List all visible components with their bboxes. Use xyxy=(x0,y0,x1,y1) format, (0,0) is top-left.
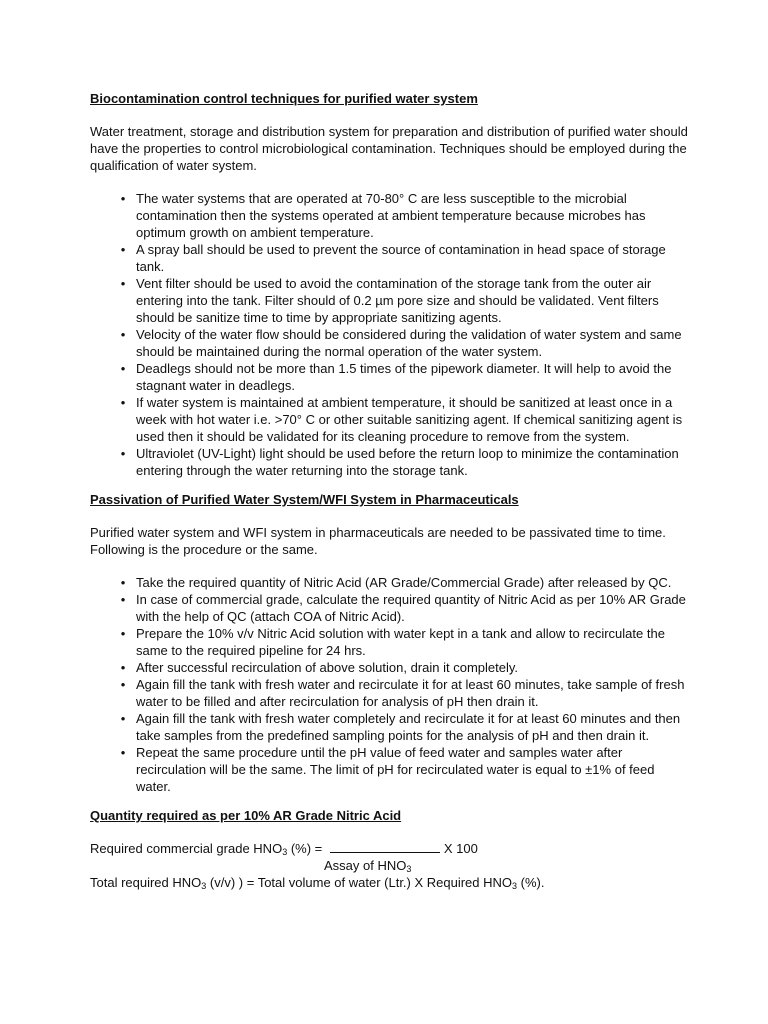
list-item-text: Take the required quantity of Nitric Acid (AR Grade/Commercial Grade) after released by QC. xyxy=(136,575,672,590)
bullet-icon: • xyxy=(120,327,126,342)
list-item-text: Again fill the tank with fresh water and recirculate it for at least 60 minutes, take sample of fresh water to be filled and after recirculation for analysis of pH then drain it. xyxy=(136,677,685,709)
list-item xyxy=(90,676,688,710)
spacer xyxy=(90,508,688,524)
bullet-icon: • xyxy=(120,592,126,607)
fraction-blank-line xyxy=(330,840,440,853)
list-item xyxy=(90,275,688,326)
bullet-icon: • xyxy=(120,745,126,760)
list-item-text: Velocity of the water flow should be considered during the validation of water system and same should be maintained during the normal operation of the water system. xyxy=(136,327,682,359)
formula-total-text-a: Total required HNO xyxy=(90,875,202,890)
list-item xyxy=(90,591,688,625)
list-item-text: Prepare the 10% v/v Nitric Acid solution with water kept in a tank and allow to recirculate the same to the required pipeline for 24 hrs. xyxy=(136,626,665,658)
formula-total-text-b: (v/v) ) = Total volume of water (Ltr.) X Required HNO xyxy=(206,875,513,890)
list-item-text: Again fill the tank with fresh water completely and recirculate it for at least 60 minutes and then take samples from the predefined sampling points for the analysis of pH and then drain it. xyxy=(136,711,681,743)
spacer xyxy=(90,795,688,807)
section-heading-biocontamination: Biocontamination control techniques for purified water system xyxy=(90,91,478,106)
list-item xyxy=(90,241,688,275)
list-item-text: Deadlegs should not be more than 1.5 times of the pipework diameter. It will help to avoid the stagnant water in deadlegs. xyxy=(136,361,672,393)
list-item-text: Repeat the same procedure until the pH value of feed water and samples water after recirculation will be the same. The limit of pH for recirculated water is equal to ±1% of feed water. xyxy=(136,745,655,794)
intro-paragraph-passivation: Purified water system and WFI system in pharmaceuticals are needed to be passivated time to time. Following is the procedure or the same. xyxy=(90,525,666,557)
list-item xyxy=(90,326,688,360)
bullet-icon: • xyxy=(120,242,126,257)
formula-total-text-c: (%). xyxy=(517,875,545,890)
list-item-text: In case of commercial grade, calculate the required quantity of Nitric Acid as per 10% AR Grade with the help of QC (attach COA of Nitric Acid). xyxy=(136,592,686,624)
list-item xyxy=(90,744,688,795)
list-item-text: A spray ball should be used to prevent the source of contamination in head space of storage tank. xyxy=(136,242,666,274)
bullet-icon: • xyxy=(120,677,126,692)
bullet-icon: • xyxy=(120,711,126,726)
formula-multiplier: X 100 xyxy=(443,841,478,856)
list-item xyxy=(90,574,688,591)
formula-denominator-text: Assay of HNO xyxy=(324,858,407,873)
spacer xyxy=(90,824,688,840)
formula-denominator xyxy=(90,857,688,874)
formula-lhs-suffix: (%) = xyxy=(287,841,326,856)
bullet-icon: • xyxy=(120,660,126,675)
list-item xyxy=(90,710,688,744)
list-item-text: Ultraviolet (UV-Light) light should be used before the return loop to minimize the contamination entering through the water returning into the storage tank. xyxy=(136,446,679,478)
bullet-icon: • xyxy=(120,626,126,641)
formula-subscript: 3 xyxy=(406,864,412,874)
bullet-icon: • xyxy=(120,191,126,206)
intro-paragraph-biocontamination: Water treatment, storage and distribution system for preparation and distribution of purified water should have the properties to control microbiological contamination. Techniques should be employed during the qualification of water system. xyxy=(90,124,688,173)
bullet-icon: • xyxy=(120,361,126,376)
bullet-icon: • xyxy=(120,575,126,590)
bullet-list-biocontamination xyxy=(90,190,688,479)
spacer xyxy=(90,107,688,123)
list-item xyxy=(90,190,688,241)
formula-commercial-grade xyxy=(90,840,688,857)
list-item-text: Vent filter should be used to avoid the contamination of the storage tank from the outer air entering into the tank. Filter should of 0.2 µm pore size and should be validated. Vent filters should be sanitize time to time by appropriate sanitizing agents. xyxy=(136,276,659,325)
section-heading-passivation: Passivation of Purified Water System/WFI System in Pharmaceuticals xyxy=(90,492,519,507)
list-item-text: After successful recirculation of above solution, drain it completely. xyxy=(136,660,518,675)
list-item-text: If water system is maintained at ambient temperature, it should be sanitized at least once in a week with hot water i.e. >70° C or other suitable sanitizing agent. If chemical sanitizing agent is used then it should be validated for its cleaning procedure to remove from the system. xyxy=(136,395,683,444)
spacer xyxy=(90,174,688,190)
list-item xyxy=(90,394,688,445)
formula-subscript: 3 xyxy=(201,881,207,891)
list-item-text: The water systems that are operated at 70-80° C are less susceptible to the microbial contamination then the systems operated at ambient temperature because microbes has optimum growth on ambient temperature. xyxy=(136,191,646,240)
list-item xyxy=(90,659,688,676)
formula-subscript: 3 xyxy=(282,847,288,857)
formula-subscript: 3 xyxy=(512,881,518,891)
list-item xyxy=(90,360,688,394)
formula-lhs-text: Required commercial grade HNO xyxy=(90,841,283,856)
spacer xyxy=(90,558,688,574)
section-heading-quantity: Quantity required as per 10% AR Grade Nitric Acid xyxy=(90,808,402,823)
bullet-list-passivation xyxy=(90,574,688,795)
spacer xyxy=(90,479,688,491)
bullet-icon: • xyxy=(120,276,126,291)
bullet-icon: • xyxy=(120,446,126,461)
list-item xyxy=(90,445,688,479)
list-item xyxy=(90,625,688,659)
bullet-icon: • xyxy=(120,395,126,410)
formula-total-required xyxy=(90,874,688,891)
